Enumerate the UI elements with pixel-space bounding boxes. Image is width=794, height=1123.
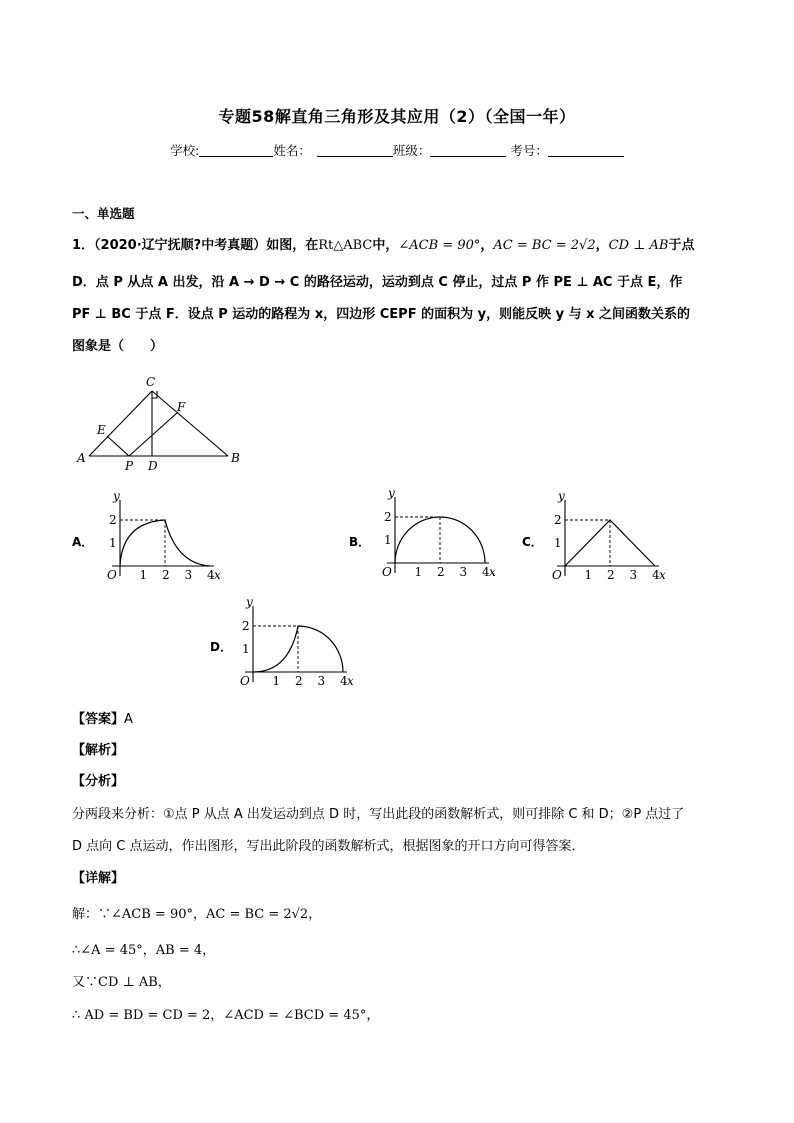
- q-math: Rt△ABC: [318, 238, 373, 253]
- question-number: 1．: [72, 238, 95, 253]
- x-axis-label: x: [347, 674, 354, 688]
- answer-line: [72, 708, 133, 727]
- y-axis-label: y: [246, 596, 253, 609]
- x-tick-label: 1: [584, 568, 593, 582]
- y-tick-label: 1: [242, 642, 250, 656]
- label-d: D: [148, 459, 158, 473]
- solution-line: ∴∠A = 45°，AB = 4，: [72, 943, 216, 958]
- y-tick-label: 2: [109, 513, 117, 527]
- y-axis-label: y: [558, 490, 565, 503]
- name-label: 姓名：: [273, 143, 311, 158]
- q-text: ，: [595, 238, 609, 253]
- y-tick-label: 1: [384, 533, 392, 547]
- class-label: 班级：: [392, 143, 431, 158]
- y-tick-label: 1: [109, 536, 117, 550]
- x-tick-label: 2: [295, 674, 303, 688]
- q-text: 于点: [668, 238, 695, 253]
- x-axis-label: x: [659, 568, 666, 582]
- label-c: C: [146, 375, 156, 389]
- page-title: 专题58解直角三角形及其应用（2）（全国一年）: [218, 107, 576, 126]
- label-e: E: [97, 423, 106, 437]
- analysis-label: 【解析】: [72, 743, 125, 758]
- y-tick-label: 2: [554, 513, 562, 527]
- exam-no-blank[interactable]: [548, 144, 624, 157]
- option-d-label[interactable]: D．: [210, 640, 232, 654]
- solution-line: 解：∵∠ACB = 90°，AC = BC = 2√2，: [72, 907, 322, 922]
- q-math: ∠ACB = 90°: [398, 238, 481, 253]
- label-p: P: [125, 459, 134, 473]
- option-b-graph[interactable]: [375, 487, 510, 587]
- answer-label: 【答案】: [72, 712, 125, 727]
- option-c-graph[interactable]: [545, 490, 680, 590]
- name-blank[interactable]: [317, 144, 393, 157]
- fenxi-label: 【分析】: [72, 774, 125, 789]
- fenxi-line-2: D 点向 C 点运动，作出图形，写出此阶段的函数解析式，根据图象的开口方向可得答案．: [72, 839, 585, 854]
- x-tick-label: 4: [340, 674, 348, 688]
- origin-label: O: [107, 568, 117, 582]
- origin-label: O: [382, 565, 392, 579]
- x-tick-label: 4: [482, 565, 490, 579]
- x-axis-label: x: [489, 565, 496, 579]
- x-tick-label: 3: [629, 568, 638, 582]
- label-a: A: [77, 451, 86, 465]
- x-tick-label: 4: [207, 568, 215, 582]
- question-line-2: D．点 P 从点 A 出发，沿 A → D → C 的路径运动，运动到点 C 停止，过点 P 作 PE ⊥ AC 于点 E，作: [72, 275, 683, 290]
- x-tick-label: 1: [272, 674, 281, 688]
- q-text: 中，: [372, 238, 399, 253]
- question-line-3: PF ⊥ BC 于点 F．设点 P 运动的路程为 x，四边形 CEPF 的面积为 y，则能反映 y 与 x 之间函数关系的: [72, 307, 691, 322]
- y-tick-label: 2: [384, 510, 392, 524]
- y-axis-label: y: [113, 490, 120, 503]
- triangle-figure: [70, 368, 250, 478]
- option-d-graph[interactable]: [233, 596, 368, 696]
- x-tick-label: 4: [652, 568, 660, 582]
- option-a-graph[interactable]: [100, 490, 235, 590]
- school-blank[interactable]: [199, 144, 273, 157]
- y-axis-label: y: [388, 487, 395, 500]
- exam-no-label: 考号：: [510, 143, 548, 158]
- answer-value: A: [124, 712, 133, 727]
- option-c-label[interactable]: C．: [522, 535, 543, 549]
- question-line-4: 图象是（ ）: [72, 339, 164, 354]
- fenxi-line-1: 分两段来分析：①点 P 从点 A 出发运动到点 D 时，写出此段的函数解析式，则可排除 C 和 D；②P 点过了: [72, 807, 685, 822]
- x-tick-label: 1: [139, 568, 148, 582]
- x-tick-label: 2: [607, 568, 615, 582]
- x-tick-label: 1: [414, 565, 423, 579]
- question-line-1: [72, 234, 694, 253]
- q-math: AC = BC = 2√2: [493, 238, 596, 253]
- y-tick-label: 1: [554, 536, 562, 550]
- x-tick-label: 3: [317, 674, 326, 688]
- q-text: 如图，在: [266, 238, 319, 253]
- origin-label: O: [552, 568, 562, 582]
- solution-line: ∴ AD = BD = CD = 2，∠ACD = ∠BCD = 45°，: [72, 1008, 380, 1023]
- solution-line: 又∵CD ⊥ AB，: [72, 975, 171, 990]
- x-tick-label: 2: [437, 565, 445, 579]
- y-tick-label: 2: [242, 619, 250, 633]
- section-heading: 一、单选题: [72, 206, 135, 221]
- student-info-line: [0, 141, 794, 159]
- q-math: CD ⊥ AB: [608, 238, 669, 253]
- q-text: ，: [480, 238, 494, 253]
- xiangjie-label: 【详解】: [72, 871, 125, 886]
- x-tick-label: 3: [459, 565, 468, 579]
- x-axis-label: x: [214, 568, 221, 582]
- question-source: （2020·辽宁抚顺?中考真题）: [94, 238, 267, 253]
- x-tick-label: 2: [162, 568, 170, 582]
- label-b: B: [231, 451, 240, 465]
- origin-label: O: [240, 674, 250, 688]
- label-f: F: [177, 400, 186, 414]
- option-b-label[interactable]: B．: [349, 535, 371, 549]
- x-tick-label: 3: [184, 568, 193, 582]
- option-a-label[interactable]: A．: [72, 535, 94, 549]
- class-blank[interactable]: [430, 144, 506, 157]
- school-label: 学校:: [170, 143, 200, 158]
